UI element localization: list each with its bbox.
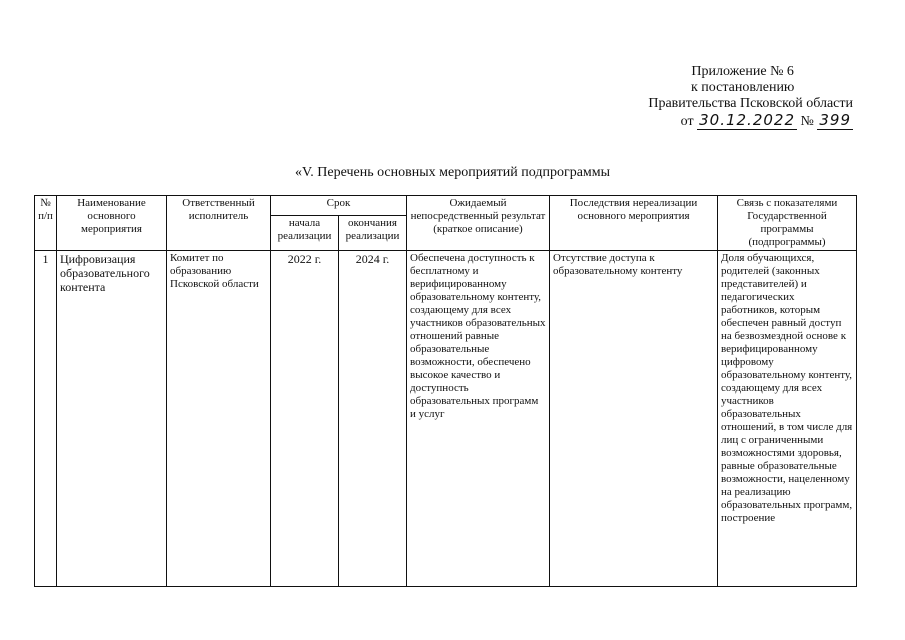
issuing-authority: Правительства Псковской области	[648, 96, 853, 111]
date-prefix: от	[680, 114, 694, 129]
resolution-reference: к постановлению	[690, 80, 795, 95]
section-title-text: «V. Перечень основных мероприятий подпрограммы	[294, 165, 611, 180]
measures-table	[34, 195, 857, 587]
col-header-name: Наименование основного мероприятия	[57, 196, 167, 251]
col-header-result: Ожидаемый непосредственный результат (краткое описание)	[407, 196, 550, 251]
cell-link: Доля обучающихся, родителей (законных представителей) и педагогических работников, которым обеспечен равный доступ на безвозмездной основе к верифицированному цифровому образовательному контенту, создающему для всех участников образовательных отношений, в том числе для лиц с ограниченными возможностями здоровья, равные образовательные возможности, нацеленному на реализацию образовательных программ, построение	[718, 251, 857, 587]
document-header	[648, 64, 853, 130]
cell-consequences: Отсутствие доступа к образовательному контенту	[550, 251, 718, 587]
date-number-line	[648, 112, 853, 130]
col-header-term-end: окончания реализации	[339, 215, 407, 250]
col-header-term-start: начала реализации	[271, 215, 339, 250]
number-prefix: №	[800, 114, 814, 129]
table-header-row	[35, 196, 857, 216]
col-header-num: № п/п	[35, 196, 57, 251]
col-header-term: Срок	[271, 196, 407, 216]
handwritten-number: 399	[819, 111, 851, 129]
cell-end: 2024 г.	[339, 251, 407, 587]
appendix-number: Приложение № 6	[691, 64, 794, 79]
col-header-link: Связь с показателями Государственной программы (подпрограммы)	[718, 196, 857, 251]
section-title	[0, 165, 905, 181]
cell-name: Цифровизация образовательного контента	[57, 251, 167, 587]
col-header-executor: Ответственный исполнитель	[167, 196, 271, 251]
cell-start: 2022 г.	[271, 251, 339, 587]
cell-num: 1	[35, 251, 57, 587]
handwritten-date: 30.12.2022	[699, 111, 795, 129]
col-header-consequences: Последствия нереализации основного мероприятия	[550, 196, 718, 251]
table-row	[35, 251, 857, 587]
cell-result: Обеспечена доступность к бесплатному и верифицированному образовательному контенту, создающему для всех участников образовательных отношений равные образовательные возможности, обеспечено высокое качество и доступность образовательных программ и услуг	[407, 251, 550, 587]
cell-executor: Комитет по образованию Псковской области	[167, 251, 271, 587]
